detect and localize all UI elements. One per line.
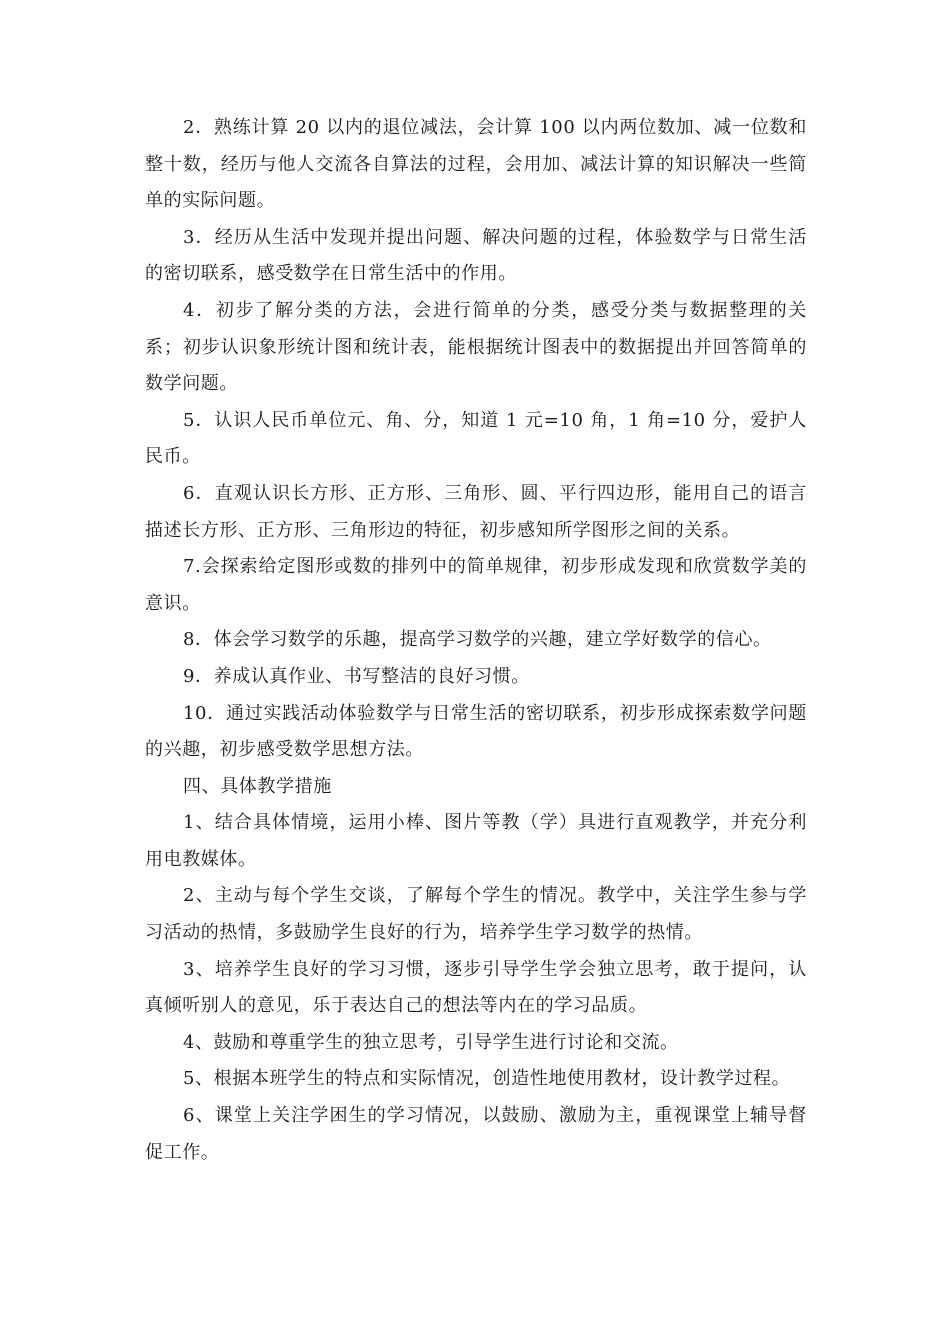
paragraph-goal-2: 2．熟练计算 20 以内的退位减法，会计算 100 以内两位数加、减一位数和整十数，经历与他人交流各自算法的过程，会用加、减法计算的知识解决一些简单的实际问题。 — [145, 117, 807, 212]
paragraph-measure-6: 6、课堂上关注学困生的学习情况，以鼓励、激励为主，重视课堂上辅导督促工作。 — [145, 1105, 807, 1163]
section-heading: 四、具体教学措施 — [183, 775, 332, 797]
paragraph-goal-5: 5．认识人民币单位元、角、分，知道 1 元=10 角，1 角=10 分，爱护人民币。 — [145, 409, 807, 468]
paragraph-measure-5: 5、根据本班学生的特点和实际情况，创造性地使用教材，设计教学过程。 — [183, 1068, 791, 1090]
paragraph-goal-4: 4．初步了解分类的方法，会进行简单的分类，感受分类与数据整理的关系；初步认识象形统计图和统计表，能根据统计图表中的数据提出并回答简单的数学问题。 — [145, 299, 807, 395]
paragraph-measure-4: 4、鼓励和尊重学生的独立思考，引导学生进行讨论和交流。 — [183, 1031, 679, 1053]
paragraph-goal-3: 3．经历从生活中发现并提出问题、解决问题的过程，体验数学与日常生活的密切联系，感受数学在日常生活中的作用。 — [145, 226, 807, 285]
document-body — [145, 110, 807, 1171]
paragraph-measure-3: 3、培养学生良好的学习习惯，逐步引导学生学会独立思考，敢于提问，认真倾听别人的意见，乐于表达自己的想法等内在的学习品质。 — [145, 958, 807, 1017]
paragraph-goal-7: 7.会探索给定图形或数的排列中的简单规律，初步形成发现和欣赏数学美的意识。 — [145, 556, 807, 614]
paragraph-goal-10: 10．通过实践活动体验数学与日常生活的密切联系，初步形成探索数学问题的兴趣，初步感受数学思想方法。 — [145, 702, 807, 761]
paragraph-goal-9: 9．养成认真作业、书写整洁的良好习惯。 — [183, 665, 530, 687]
paragraph-goal-6: 6．直观认识长方形、正方形、三角形、圆、平行四边形，能用自己的语言描述长方形、正方形、三角形边的特征，初步感知所学图形之间的关系。 — [145, 482, 807, 541]
paragraph-measure-1: 1、结合具体情境，运用小棒、图片等教（学）具进行直观教学，并充分利用电教媒体。 — [145, 812, 807, 870]
paragraph-measure-2: 2、主动与每个学生交谈，了解每个学生的情况。教学中，关注学生参与学习活动的热情，多鼓励学生良好的行为，培养学生学习数学的热情。 — [145, 885, 807, 944]
paragraph-goal-8: 8．体会学习数学的乐趣，提高学习数学的兴趣，建立学好数学的信心。 — [183, 629, 772, 651]
